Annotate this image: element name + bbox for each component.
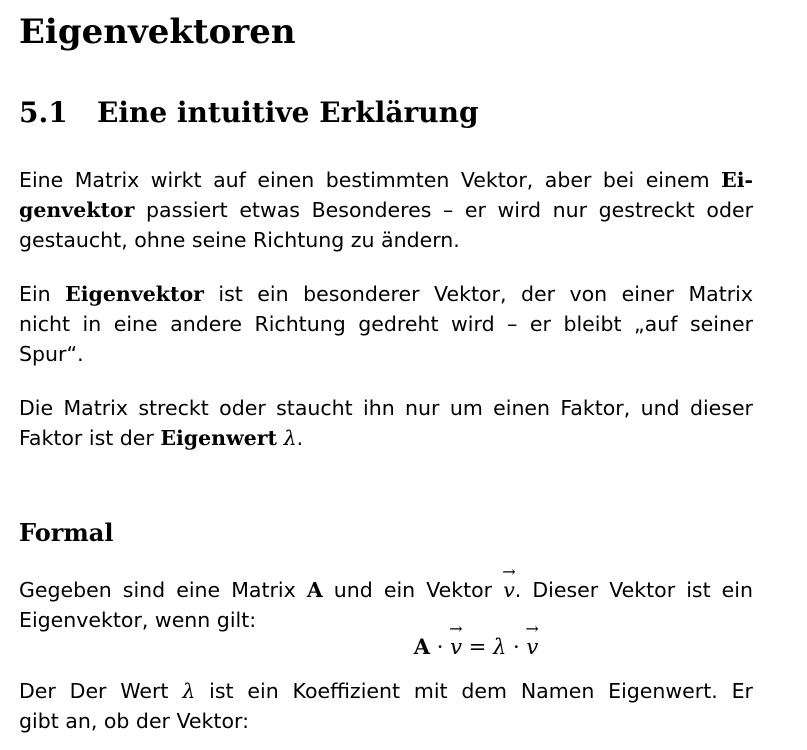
text-run: Eine Matrix wirkt auf einen bestimmten Vektor, aber bei einem	[19, 168, 722, 192]
vector-arrow-icon: →	[525, 619, 539, 638]
text-run: Der Der Wert	[19, 679, 183, 703]
vector-letter: v	[450, 635, 462, 659]
vector-symbol	[449, 619, 463, 662]
lambda-symbol: λ	[283, 426, 297, 450]
paragraph-formal	[19, 562, 753, 638]
lambda-symbol: λ	[492, 635, 507, 659]
formal-heading: Formal	[19, 518, 114, 547]
text-line: Eigenvektor, wenn gilt:	[19, 608, 257, 632]
matrix-symbol: A	[413, 634, 431, 659]
text-line	[19, 279, 753, 309]
text-line	[19, 165, 753, 195]
text-run: Ein	[19, 282, 66, 306]
text-line	[19, 676, 753, 706]
equals-sign: =	[468, 635, 487, 659]
section-heading	[19, 96, 479, 130]
chapter-title: Eigenvektoren	[19, 12, 296, 52]
text-line: gibt an, ob der Vektor:	[19, 709, 249, 733]
text-line: nicht in eine andere Richtung gedreht wird – er bleibt „auf seiner	[19, 312, 753, 336]
text-line	[19, 562, 753, 605]
text-line	[19, 423, 753, 453]
bold-term: Eigenwert	[160, 426, 278, 450]
vector-arrow-icon: →	[502, 562, 516, 581]
section-title: Eine intuitive Erklärung	[97, 96, 479, 129]
section-number: 5.1	[19, 96, 68, 129]
bold-term: genvektor	[19, 198, 135, 222]
dot-operator: ·	[512, 635, 520, 659]
paragraph-intro	[19, 165, 753, 255]
text-run: .	[296, 426, 304, 450]
matrix-symbol: A	[306, 578, 323, 602]
dot-operator: ·	[436, 635, 444, 659]
text-run: ist ein Koeffizient mit dem Namen Eigenwert. Er	[195, 679, 753, 703]
vector-symbol	[525, 619, 539, 662]
vector-symbol	[502, 562, 516, 605]
text-line: Spur“.	[19, 342, 84, 366]
text-run: passiert etwas Besonderes – er wird nur gestreckt oder	[134, 198, 753, 222]
paragraph-eigenvalue-meaning	[19, 676, 753, 736]
text-run: und ein Vektor	[322, 578, 504, 602]
vector-letter: v	[526, 635, 539, 659]
paragraph-eigenvalue	[19, 393, 753, 453]
bold-term: Ei-	[721, 168, 753, 192]
paragraph-eigenvector-definition	[19, 279, 753, 369]
text-line: Die Matrix streckt oder staucht ihn nur um einen Faktor, und dieser	[19, 396, 753, 420]
text-line	[19, 195, 753, 225]
vector-arrow-icon: →	[449, 619, 463, 638]
text-run: Faktor ist der	[19, 426, 161, 450]
bold-term: Eigenvektor	[65, 282, 204, 306]
lambda-symbol: λ	[182, 679, 196, 703]
text-run: ist ein besonderer Vektor, der von einer Matrix	[203, 282, 753, 306]
vector-letter: v	[503, 578, 515, 602]
text-run: . Dieser Vektor ist ein	[514, 578, 753, 602]
text-line: gestaucht, ohne seine Richtung zu ändern.	[19, 228, 460, 252]
text-run: Gegeben sind eine Matrix	[19, 578, 307, 602]
